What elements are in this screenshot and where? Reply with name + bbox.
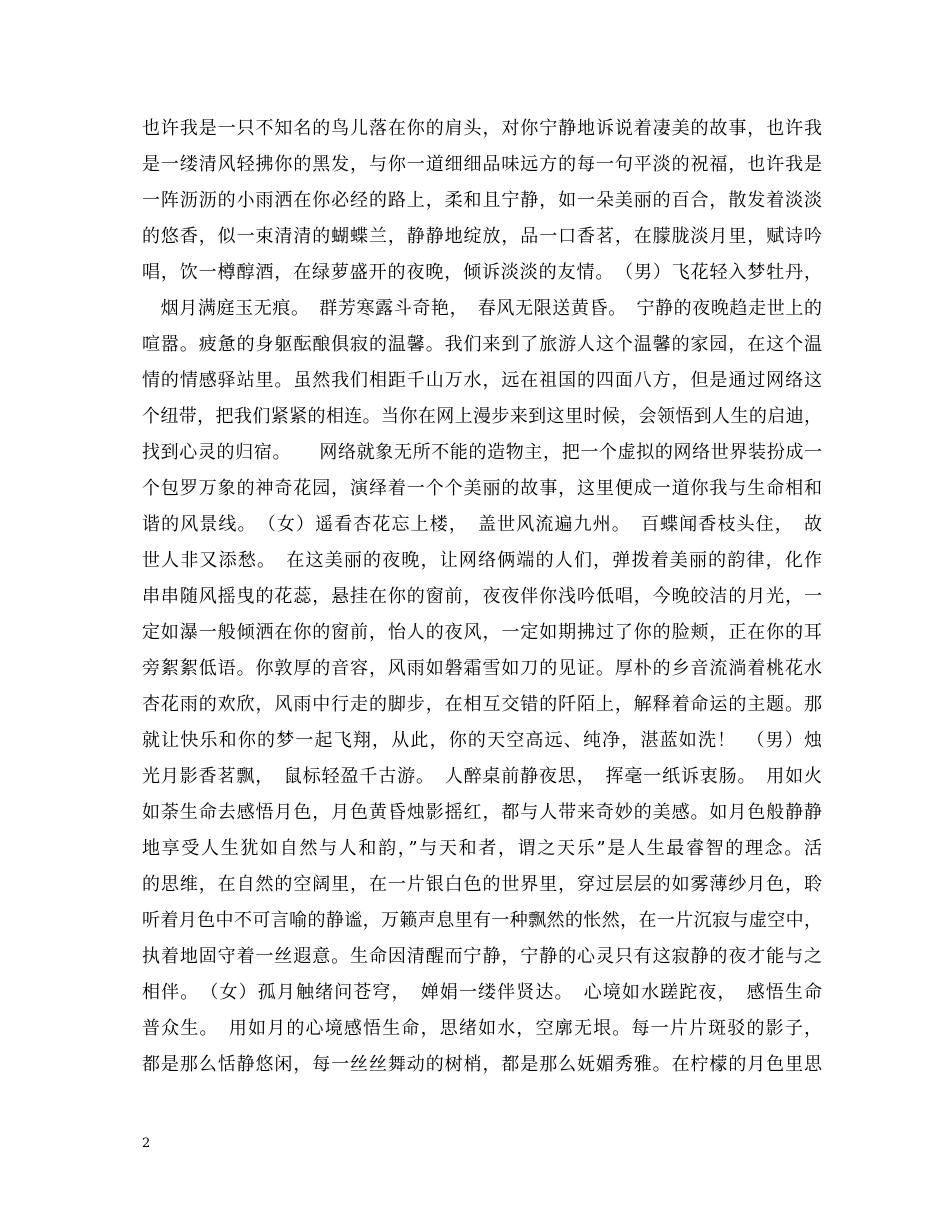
body-text-line: 也许我是一只不知名的鸟儿落在你的肩头，对你宁静地诉说着凄美的故事，也许我 (142, 118, 822, 139)
body-text-line: 一阵沥沥的小雨洒在你必经的路上，柔和且宁静，如一朵美丽的百合，散发着淡淡 (142, 190, 822, 211)
body-text-line: 的悠香，似一束清清的蝴蝶兰，静静地绽放，品一口香茗，在朦胧淡月里，赋诗吟 (142, 226, 822, 247)
body-text-line: 喧嚣。疲惫的身躯酝酿俱寂的温馨。我们来到了旅游人这个温馨的家园，在这个温 (142, 334, 822, 355)
body-text-line: 谐的风景线。 （女）遥看杏花忘上楼， 盖世风流遍九州。 百蝶闻香枝头住， 故 (142, 514, 822, 535)
body-text-line: 普众生。 用如月的心境感悟生命，思绪如水，空廓无垠。每一片片斑驳的影子， (142, 1018, 822, 1039)
body-text-line: 情的情感驿站里。虽然我们相距千山万水，远在祖国的四面八方，但是通过网络这 (142, 370, 822, 391)
body-text-line: 都是那么恬静悠闲，每一丝丝舞动的树梢，都是那么妩媚秀雅。在柠檬的月色里思 (142, 1054, 822, 1075)
body-text-line: 听着月色中不可言喻的静谧，万籁声息里有一种飘然的怅然，在一片沉寂与虚空中， (142, 910, 822, 931)
body-text-line: 杏花雨的欢欣，风雨中行走的脚步，在相互交错的阡陌上，解释着命运的主题。那 (142, 694, 822, 715)
body-text-line: 烟月满庭玉无痕。 群芳寒露斗奇艳， 春风无限送黄昏。 宁静的夜晚趋走世上的 (142, 298, 822, 319)
body-text-line: 个纽带，把我们紧紧的相连。当你在网上漫步来到这里时候，会领悟到人生的启迪， (142, 406, 822, 427)
body-text-line: 相伴。 （女）孤月触绪问苍穹， 婵娟一缕伴贤达。 心境如水蹉跎夜， 感悟生命 (142, 982, 822, 1003)
body-text-line: 定如瀑一般倾洒在你的窗前，怡人的夜风，一定如期拂过了你的脸颊，正在你的耳 (142, 622, 822, 643)
body-text-line: 光月影香茗飘， 鼠标轻盈千古游。 人醉桌前静夜思， 挥毫一纸诉衷肠。 用如火 (142, 766, 822, 787)
body-text-line: 找到心灵的归宿。 网络就象无所不能的造物主，把一个虚拟的网络世界装扮成一 (142, 442, 822, 463)
body-text-line: 如荼生命去感悟月色，月色黄昏烛影摇红，都与人带来奇妙的美感。如月色般静静 (142, 802, 822, 823)
body-text-line: 串串随风摇曳的花蕊，悬挂在你的窗前，夜夜伴你浅吟低唱，今晚皎洁的月光，一 (142, 586, 822, 607)
body-text-line: 执着地固守着一丝遐意。生命因清醒而宁静，宁静的心灵只有这寂静的夜才能与之 (142, 946, 822, 967)
body-text-line: 的思维，在自然的空阔里，在一片银白色的世界里，穿过层层的如雾薄纱月色，聆 (142, 874, 822, 895)
body-text-line: 个包罗万象的神奇花园，演绎着一个个美丽的故事，这里便成一道你我与生命相和 (142, 478, 822, 499)
body-text-line: 旁絮絮低语。你敦厚的音容，风雨如磐霜雪如刀的见证。厚朴的乡音流淌着桃花水 (142, 658, 822, 679)
body-text-line: 地享受人生犹如自然与人和韵，”与天和者，谓之天乐”是人生最睿智的理念。活 (142, 838, 822, 859)
body-text-line: 唱，饮一樽醇酒，在绿萝盛开的夜晚，倾诉淡淡的友情。 （男）飞花轻入梦牡丹， (142, 262, 822, 283)
body-text-line: 是一缕清风轻拂你的黑发，与你一道细细品味远方的每一句平淡的祝福，也许我是 (142, 154, 822, 175)
body-text-line: 就让快乐和你的梦一起飞翔，从此，你的天空高远、纯净，湛蓝如洗！ （男）烛 (142, 730, 822, 751)
page-number: 2 (142, 1136, 151, 1151)
body-text-line: 世人非又添愁。 在这美丽的夜晚，让网络俩端的人们，弹拨着美丽的韵律，化作 (142, 550, 822, 571)
